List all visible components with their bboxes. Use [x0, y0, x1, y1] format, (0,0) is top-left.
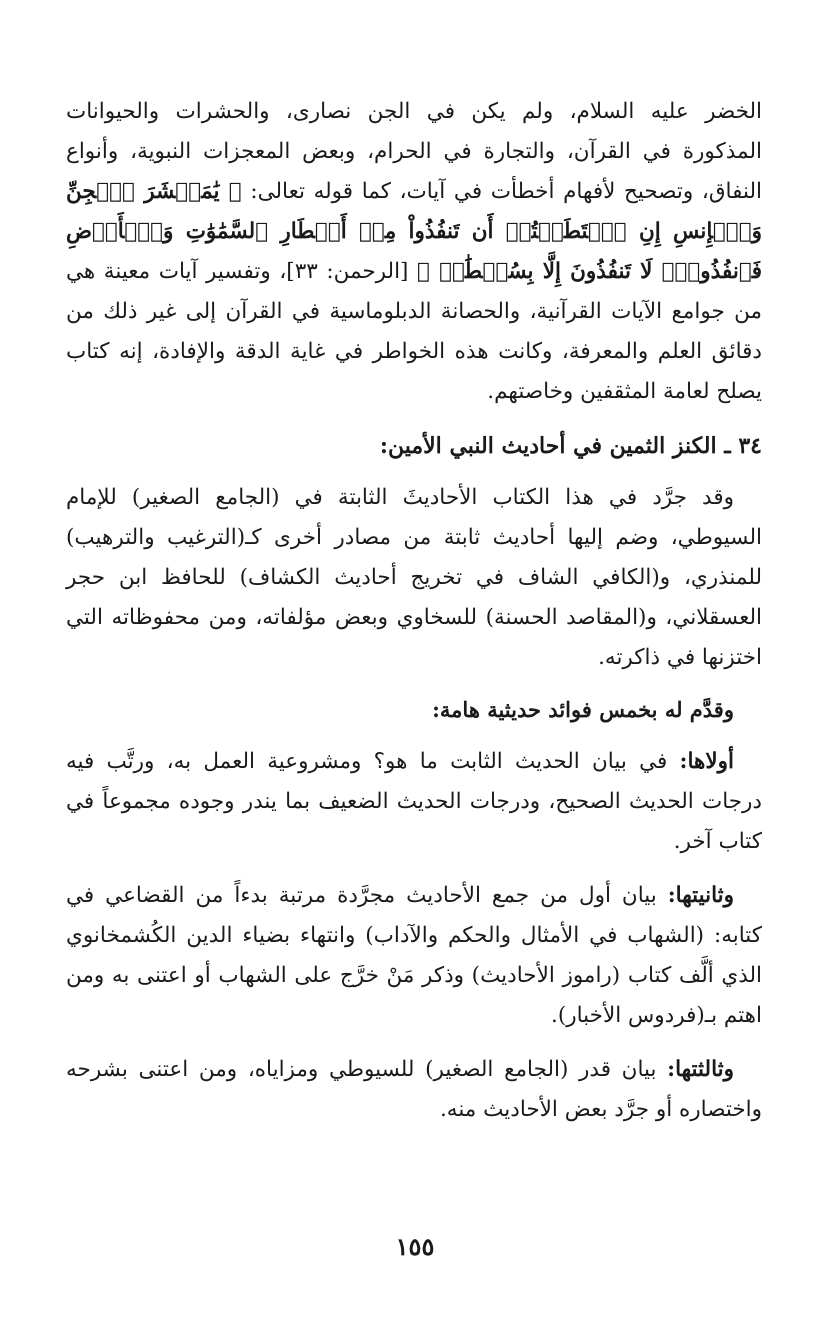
paragraph-description: وقد جرَّد في هذا الكتاب الأحاديثَ الثابتة في (الجامع الصغير) للإمام السيوطي، وضم إليها أحاديث ثابتة من مصادر أخرى كـ(الترغيب والترهيب) للمنذري، و(الكافي الشاف في تخريج أحاديث الكشاف) للحافظ ابن حجر العسقلاني، و(المقاصد الحسنة) للسخاوي وبعض مؤلفاته، ومن محفوظاته التي اختزنها في ذاكرته.	[66, 485, 762, 670]
first-benefit-text: في بيان الحديث الثابت ما هو؟ ومشروعية العمل به، ورتَّب فيه درجات الحديث الصحيح، ودرجات الحديث الضعيف بما يندر وجوده مجموعاً في كتاب آخر.	[66, 749, 762, 854]
paragraph-second-benefit	[66, 876, 762, 1036]
subheading-benefits: وقدَّم له بخمس فوائد حديثية هامة:	[432, 697, 734, 722]
second-benefit-label: وثانيتها:	[667, 883, 734, 908]
paragraph-intro-text-b: [الرحمن: ٣٣]، وتفسير آيات معينة هي من جوامع الآيات القرآنية، والحصانة الدبلوماسية في القرآن إلى غير ذلك من دقائق العلم والمعرفة، وكانت هذه الخواطر في غاية الدقة والإفادة، إنه كتاب يصلح لعامة المثقفين وخاصتهم.	[66, 259, 762, 404]
third-benefit-text: بيان قدر (الجامع الصغير) للسيوطي ومزاياه، ومن اعتنى بشرحه واختصاره أو جرَّد بعض الأحاديث منه.	[66, 1057, 762, 1122]
paragraph-third-benefit	[66, 1050, 762, 1130]
page-number: ١٥٥	[395, 1232, 435, 1261]
third-benefit-label: وثالثتها:	[667, 1057, 734, 1082]
quran-verse: ﴿ يَٰمَعۡشَرَ ٱلۡجِنِّ وَٱلۡإِنسِ إِنِ ٱسۡتَطَعۡتُمۡ أَن تَنفُذُواْ مِنۡ أَقۡطَارِ ٱلسَّمَٰوَٰتِ وَٱلۡأَرۡضِ فَٱنفُذُواْۚ لَا تَنفُذُونَ إِلَّا بِسُلۡطَٰنٖ ﴾	[66, 179, 763, 284]
second-benefit-text: بيان أول من جمع الأحاديث مجرَّدة مرتبة بدءاً من القضاعي في كتابه: (الشهاب في الأمثال والحكم والآداب) وانتهاء بضياء الدين الكُشمخانوي الذي ألَّف كتاب (راموز الأحاديث) وذكر مَنْ خرَّج على الشهاب أو اعتنى به ومن اهتم بـ(فردوس الأخبار).	[66, 883, 762, 1028]
paragraph-first-benefit	[66, 742, 762, 862]
page-body	[66, 92, 762, 1130]
section-heading: ٣٤ ـ الكنز الثمين في أحاديث النبي الأمين:	[379, 433, 762, 459]
paragraph-intro	[66, 92, 762, 412]
paragraph-intro-text-a: الخضر عليه السلام، ولم يكن في الجن نصارى، والحشرات والحيوانات المذكورة في القرآن، والتجارة في الحرام، وبعض المعجزات النبوية، وأنواع النفاق، وتصحيح لأفهام أخطأت في آيات، كما قوله تعالى:	[66, 99, 762, 204]
first-benefit-label: أولاها:	[679, 749, 734, 774]
